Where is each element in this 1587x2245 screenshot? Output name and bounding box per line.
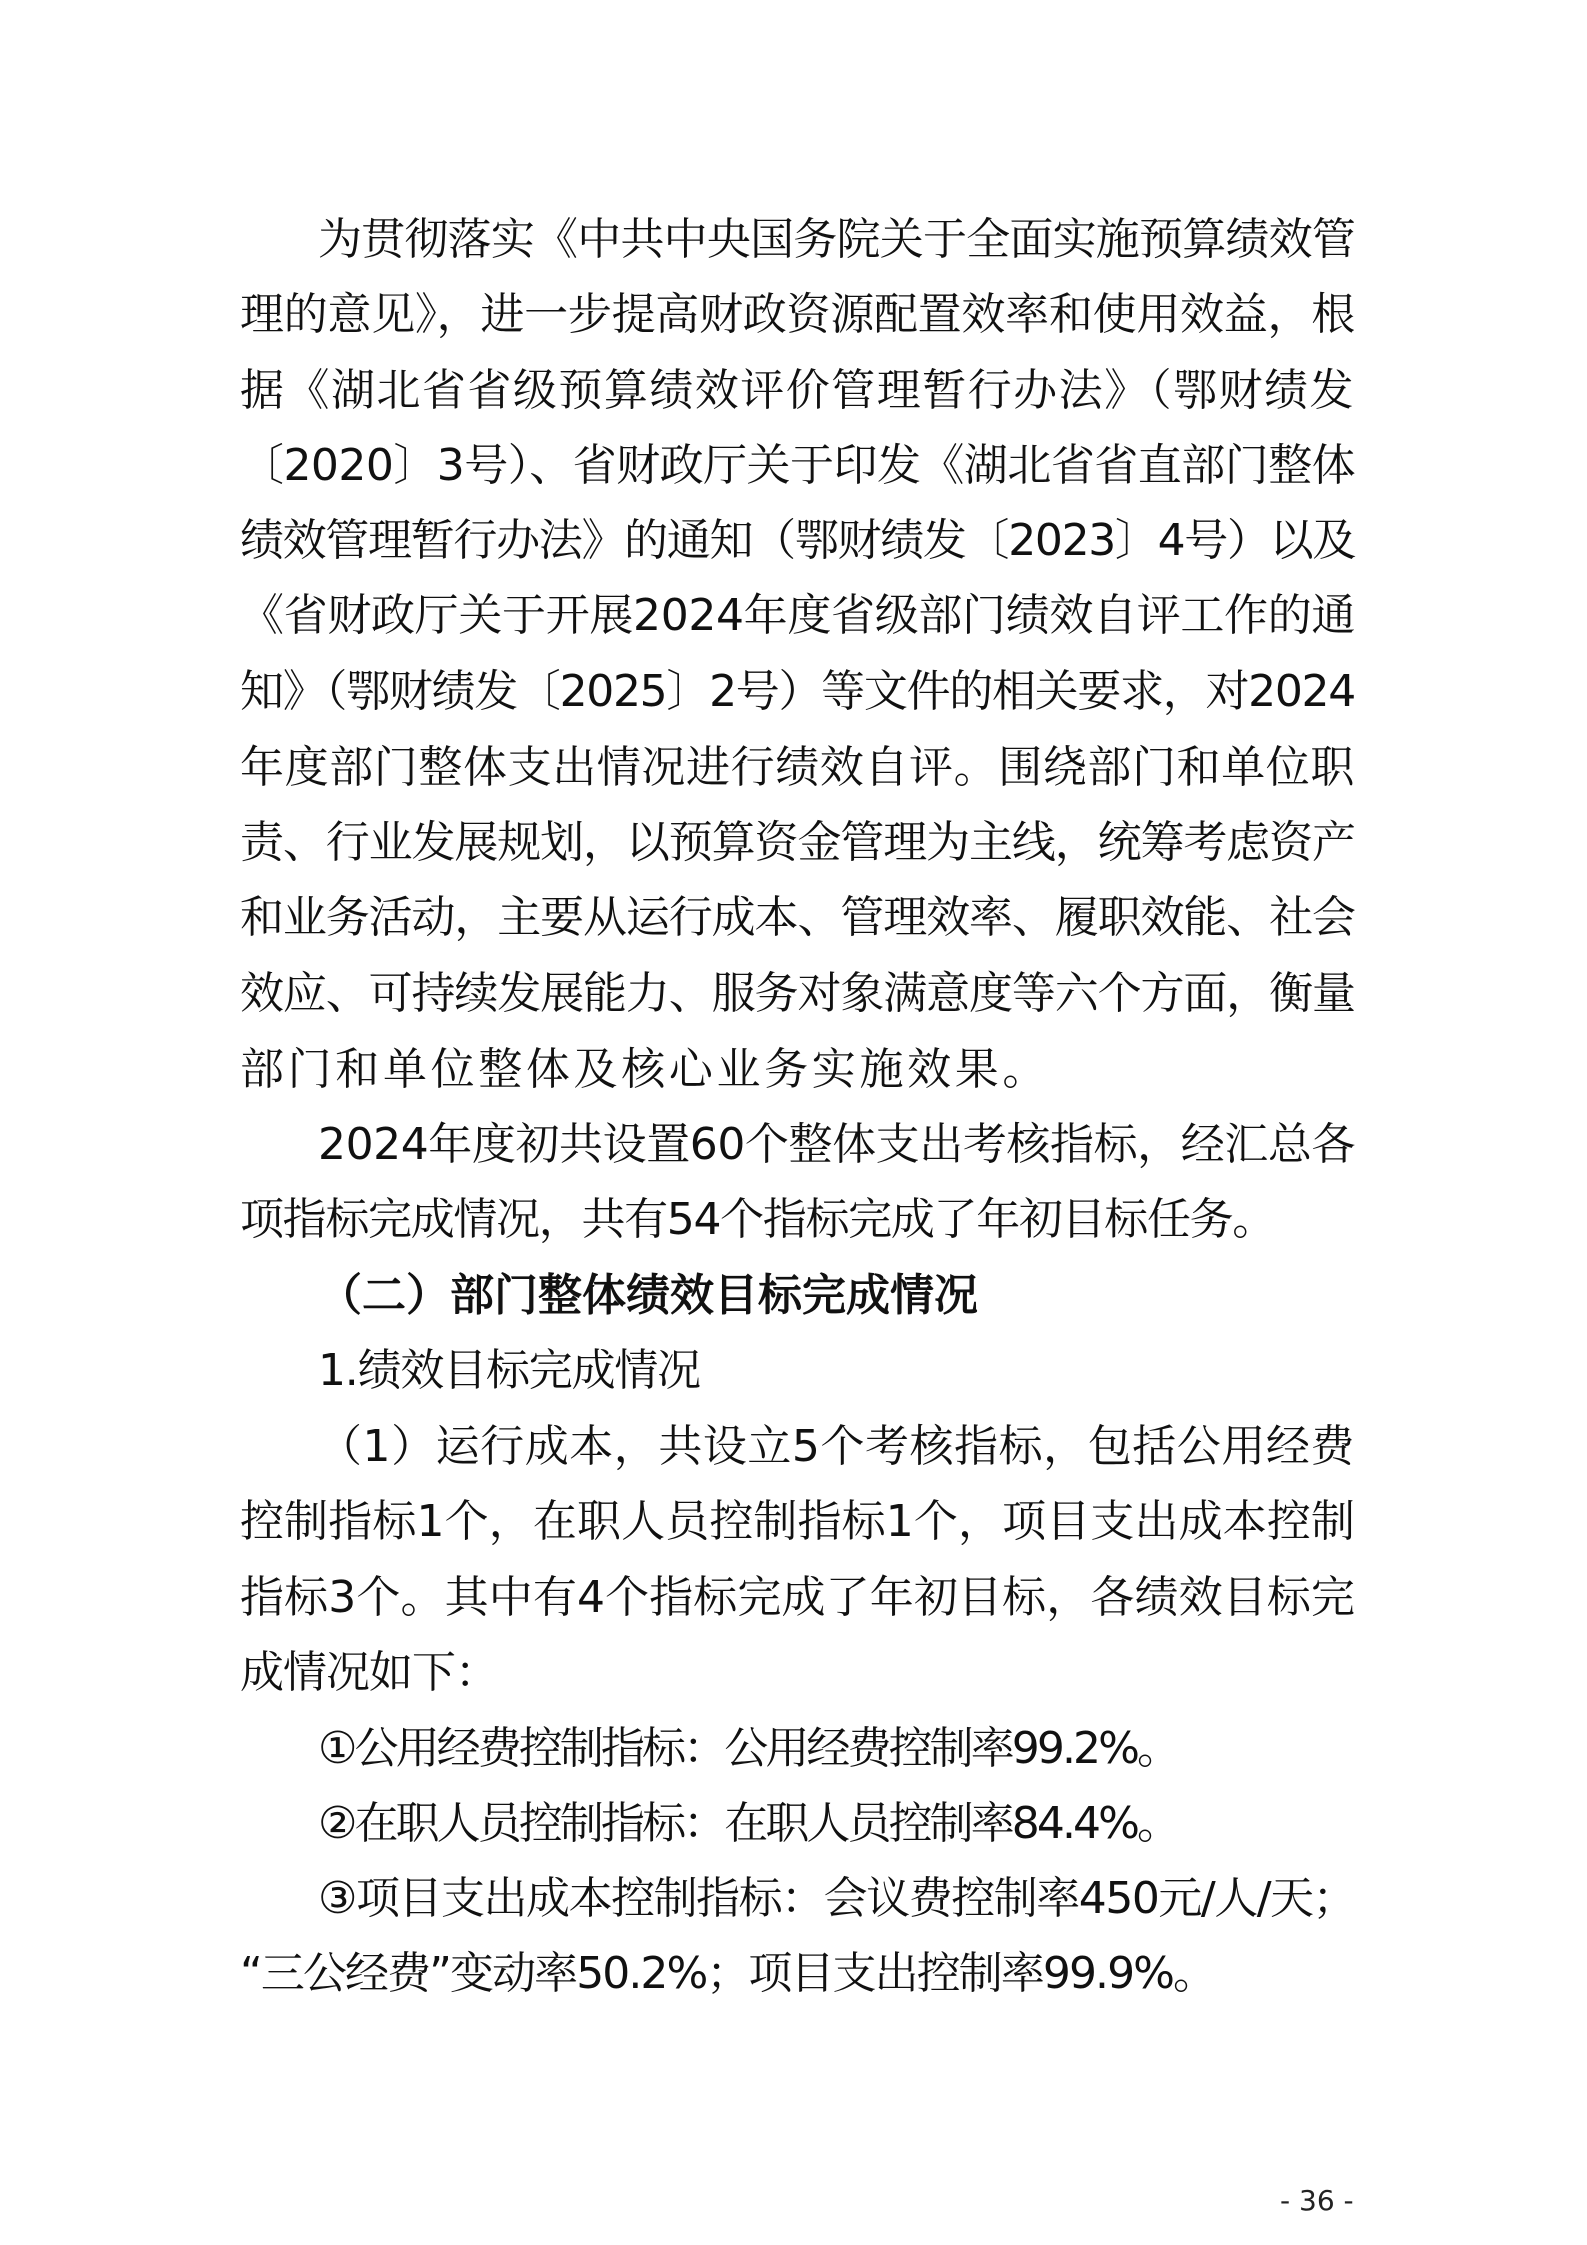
text-line: 理的意见》，进一步提高财政资源配置效率和使用效益，根 [240,289,1355,340]
text-line: 《省财政厅关于开展2024年度省级部门绩效自评工作的通 [240,590,1356,641]
subsection-heading: 1.绩效目标完成情况 [318,1345,700,1396]
text-line: 成情况如下： [240,1647,498,1698]
text-line: 知》（鄂财绩发〔2025〕2号）等文件的相关要求，对2024 [240,666,1355,717]
text-line: 部门和单位整体及核心业务实施效果。 [240,1044,1051,1095]
section-heading: （二）部门整体绩效目标完成情况 [318,1270,978,1321]
text-line: 绩效管理暂行办法》的通知（鄂财绩发〔2023〕4号）以及 [240,515,1356,566]
text-line: 指标3个。其中有4个指标完成了年初目标，各绩效目标完 [240,1572,1356,1623]
text-line: 效应、可持续发展能力、服务对象满意度等六个方面，衡量 [240,968,1355,1019]
list-item: ①公用经费控制指标：公用经费控制率99.2%。 [318,1723,1179,1774]
text-line: “三公经费”变动率50.2%；项目支出控制率99.9%。 [240,1948,1216,1999]
list-item: ③项目支出成本控制指标：会议费控制率450元/人/天； [318,1873,1356,1924]
text-line: 责、行业发展规划，以预算资金管理为主线，统筹考虑资产 [240,817,1355,868]
list-item: ②在职人员控制指标：在职人员控制率84.4%。 [318,1798,1179,1849]
text-line: 据《湖北省省级预算绩效评价管理暂行办法》（鄂财绩发 [240,365,1355,416]
text-line: 控制指标1个，在职人员控制指标1个，项目支出成本控制 [240,1496,1356,1547]
text-line: 2024年度初共设置60个整体支出考核指标，经汇总各 [318,1119,1356,1170]
text-line: 年度部门整体支出情况进行绩效自评。围绕部门和单位职 [240,742,1355,793]
text-line: 〔2020〕3号）、省财政厅关于印发《湖北省省直部门整体 [240,440,1356,491]
page-number: - 36 - [1280,2184,1354,2217]
text-line: 项指标完成情况，共有54个指标完成了年初目标任务。 [240,1194,1275,1245]
text-line: 为贯彻落实《中共中央国务院关于全面实施预算绩效管 [318,214,1356,265]
text-line: （1）运行成本，共设立5个考核指标，包括公用经费 [318,1421,1355,1472]
text-line: 和业务活动，主要从运行成本、管理效率、履职效能、社会 [240,892,1355,943]
